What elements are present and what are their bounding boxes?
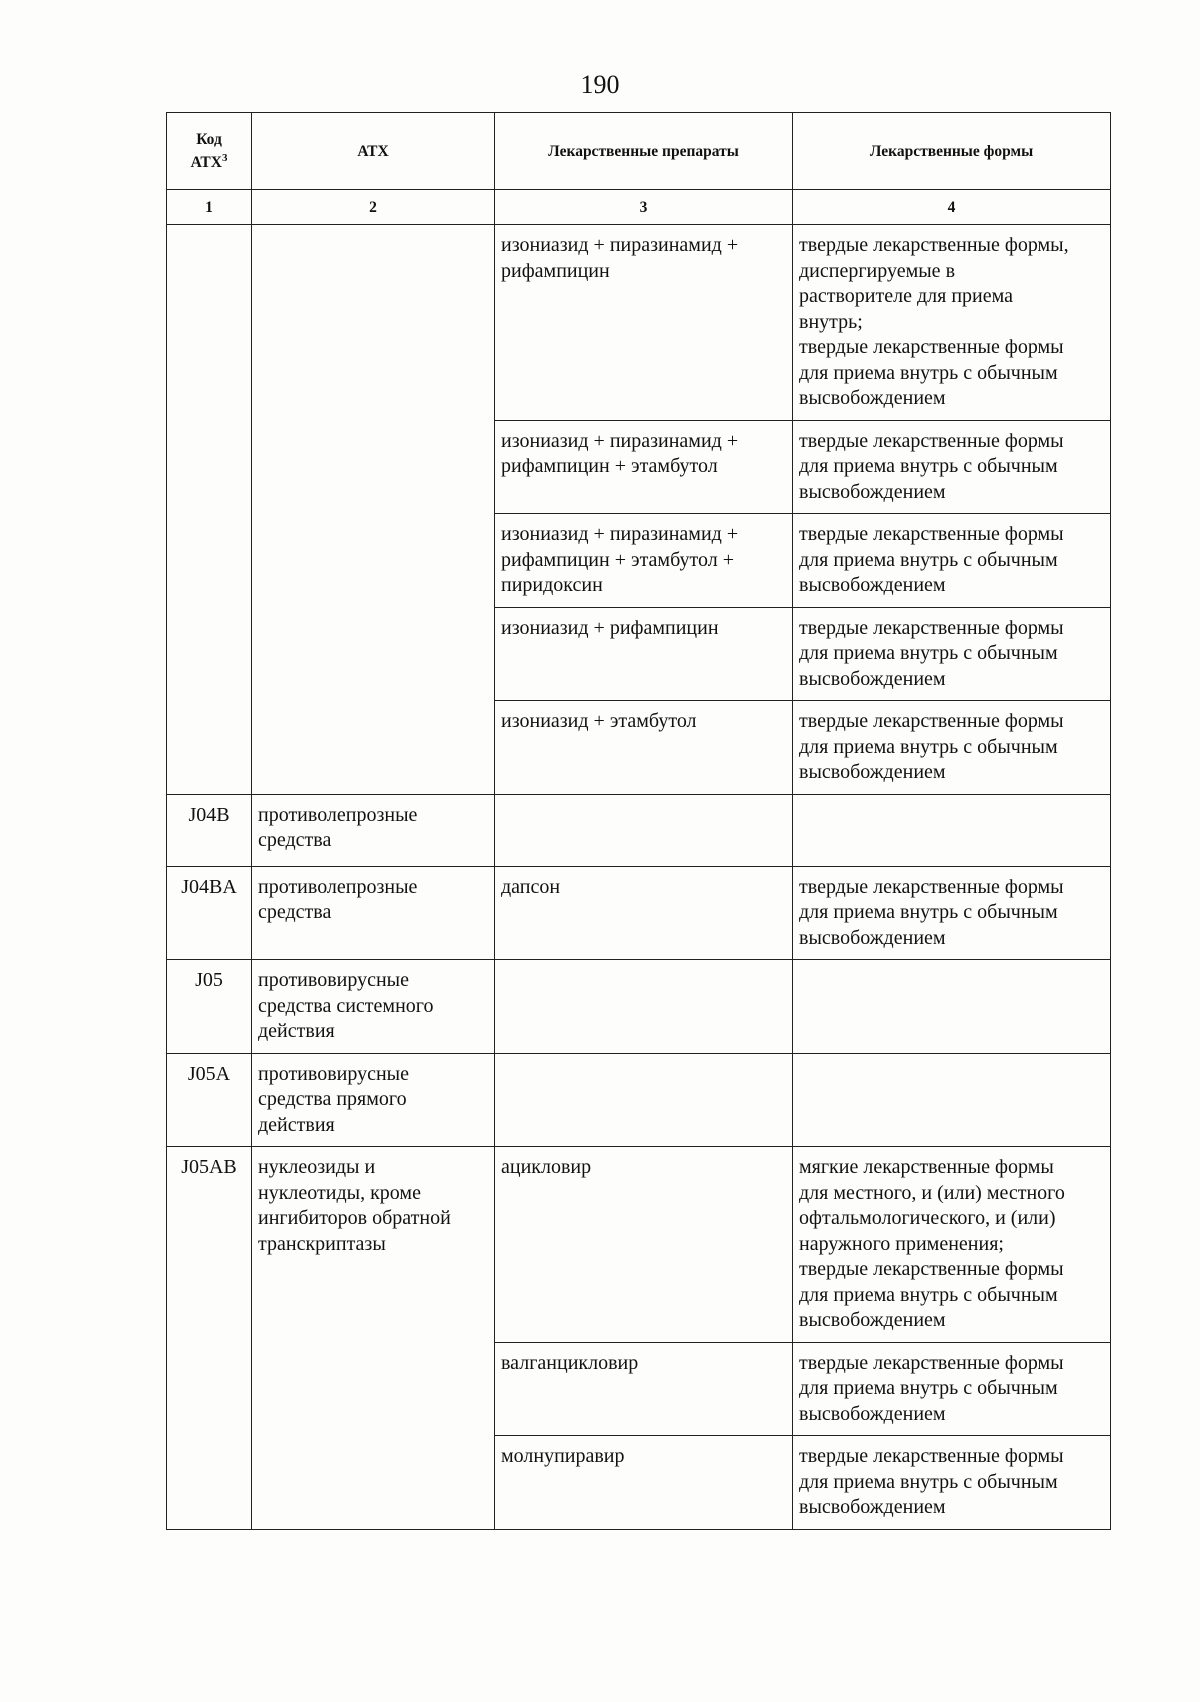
- atx-name-cell: противолепрозные средства: [252, 794, 495, 866]
- form-cell: твердые лекарственные формы, диспергируемые в растворителе для приема внутрь; твердые лекарственные формы для приема внутрь с обычным высвобождением: [793, 225, 1111, 421]
- header-row: [167, 113, 1111, 190]
- page-number: 190: [580, 70, 620, 99]
- form-cell: [793, 960, 1111, 1054]
- column-number-4: 4: [793, 190, 1111, 225]
- atx-name-cell: противовирусные средства системного действия: [252, 960, 495, 1054]
- atx-name-cell: противовирусные средства прямого действия: [252, 1053, 495, 1147]
- table-row: [167, 225, 1111, 421]
- atx-code-cell: [167, 225, 252, 795]
- atx-code-cell: J04BA: [167, 866, 252, 960]
- header-drugs: Лекарственные препараты: [495, 113, 793, 190]
- atx-code-cell: J05A: [167, 1053, 252, 1147]
- form-cell: мягкие лекарственные формы для местного, и (или) местного офтальмологического, и (или) наружного применения; твердые лекарственные формы для приема внутрь с обычным высвобождением: [793, 1147, 1111, 1343]
- form-cell: твердые лекарственные формы для приема внутрь с обычным высвобождением: [793, 420, 1111, 514]
- drug-cell: молнупиравир: [495, 1436, 793, 1530]
- form-cell: твердые лекарственные формы для приема внутрь с обычным высвобождением: [793, 1436, 1111, 1530]
- form-cell: твердые лекарственные формы для приема внутрь с обычным высвобождением: [793, 701, 1111, 795]
- column-number-2: 2: [252, 190, 495, 225]
- atx-name-cell: противолепрозные средства: [252, 866, 495, 960]
- drug-cell: изониазид + пиразинамид + рифампицин + этамбутол: [495, 420, 793, 514]
- atx-name-cell: нуклеозиды и нуклеотиды, кроме ингибиторов обратной транскриптазы: [252, 1147, 495, 1530]
- table-row: [167, 1147, 1111, 1343]
- header-atx: АТХ: [252, 113, 495, 190]
- form-cell: твердые лекарственные формы для приема внутрь с обычным высвобождением: [793, 1342, 1111, 1436]
- header-code: Код АТХ$^3$: [167, 113, 252, 190]
- form-cell: твердые лекарственные формы для приема внутрь с обычным высвобождением: [793, 514, 1111, 608]
- header-forms: Лекарственные формы: [793, 113, 1111, 190]
- form-cell: твердые лекарственные формы для приема внутрь с обычным высвобождением: [793, 866, 1111, 960]
- drug-cell: изониазид + этамбутол: [495, 701, 793, 795]
- drug-cell: [495, 960, 793, 1054]
- column-number-row: [167, 190, 1111, 225]
- atx-name-cell: [252, 225, 495, 795]
- drug-cell: изониазид + рифампицин: [495, 607, 793, 701]
- atx-table: [166, 112, 1111, 1530]
- drug-cell: изониазид + пиразинамид + рифампицин + этамбутол + пиридоксин: [495, 514, 793, 608]
- column-number-3: 3: [495, 190, 793, 225]
- drug-cell: валганцикловир: [495, 1342, 793, 1436]
- drug-cell: дапсон: [495, 866, 793, 960]
- table-row: [167, 960, 1111, 1054]
- drug-cell: ацикловир: [495, 1147, 793, 1343]
- form-cell: [793, 1053, 1111, 1147]
- atx-code-cell: J04B: [167, 794, 252, 866]
- drug-cell: [495, 1053, 793, 1147]
- drug-cell: изониазид + пиразинамид + рифампицин: [495, 225, 793, 421]
- atx-code-cell: J05AB: [167, 1147, 252, 1530]
- form-cell: [793, 794, 1111, 866]
- drug-cell: [495, 794, 793, 866]
- form-cell: твердые лекарственные формы для приема внутрь с обычным высвобождением: [793, 607, 1111, 701]
- table-row: [167, 794, 1111, 866]
- table-row: [167, 866, 1111, 960]
- column-number-1: 1: [167, 190, 252, 225]
- atx-code-cell: J05: [167, 960, 252, 1054]
- table-row: [167, 1053, 1111, 1147]
